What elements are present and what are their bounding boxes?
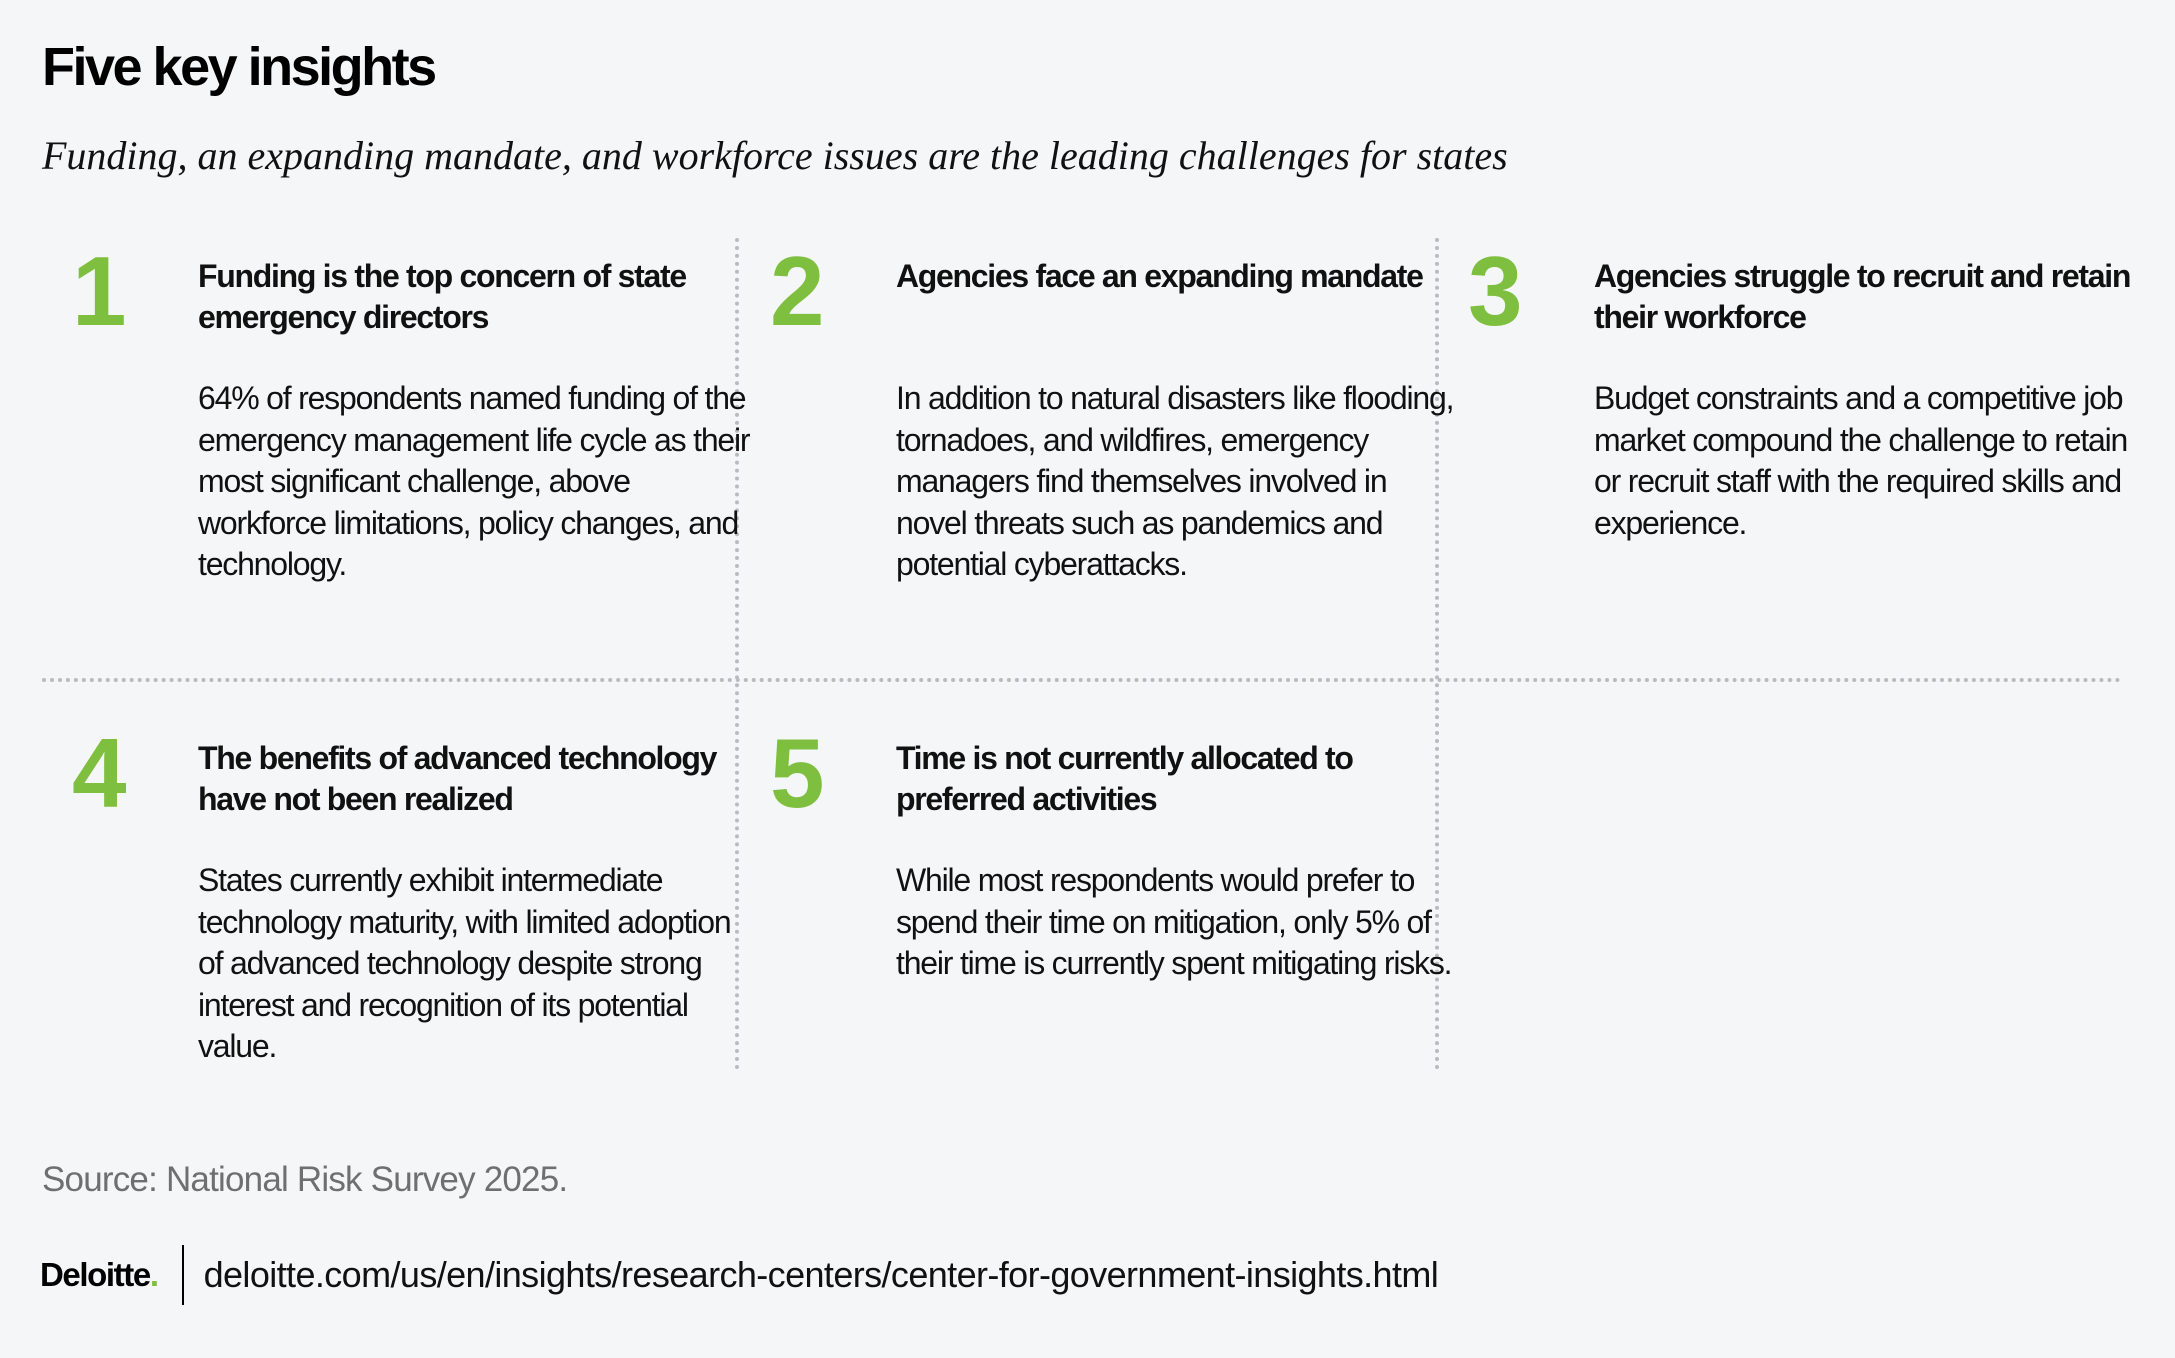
insight-number: 2 [770, 236, 821, 346]
insight-number: 1 [72, 236, 123, 346]
source-note: Source: National Risk Survey 2025. [42, 1160, 568, 1199]
footer-divider [182, 1245, 184, 1305]
insight-heading: Agencies face an expanding mandate [896, 258, 1423, 294]
page-subtitle: Funding, an expanding mandate, and workforce issues are the leading challenges for states [42, 133, 1508, 178]
insight-number: 5 [770, 718, 821, 828]
insight-body: States currently exhibit intermediate technology maturity, with limited adoption of advanced technology despite strong interest and recognition of its potential value. [198, 862, 731, 1064]
insight-body: In addition to natural disasters like flooding, tornadoes, and wildfires, emergency managers find themselves involved in novel threats such as pandemics and potential cyberattacks. [896, 380, 1454, 582]
insight-heading: The benefits of advanced technology have not been realized [198, 740, 717, 817]
insights-grid [42, 232, 2131, 1072]
insight-number: 3 [1468, 236, 1519, 346]
footer-url-link[interactable]: deloitte.com/us/en/insights/research-centers/center-for-government-insights.html [203, 1254, 1439, 1295]
insight-body: Budget constraints and a competitive job market compound the challenge to retain or recruit staff with the required skills and experience. [1594, 380, 2128, 541]
page-title: Five key insights [42, 37, 435, 97]
insight-heading: Funding is the top concern of state emergency directors [198, 258, 686, 335]
insight-heading: Agencies struggle to recruit and retain their workforce [1594, 258, 2131, 335]
row-divider [42, 678, 2122, 682]
insight-body: 64% of respondents named funding of the emergency management life cycle as their most significant challenge, above workforce limitations, policy changes, and technology. [198, 380, 750, 582]
insight-body: While most respondents would prefer to spend their time on mitigation, only 5% of their time is currently spent mitigating risks. [896, 862, 1452, 981]
deloitte-logo [40, 1256, 158, 1294]
logo-dot: . [149, 1256, 158, 1293]
footer [40, 1245, 1438, 1305]
insight-heading: Time is not currently allocated to preferred activities [896, 740, 1353, 817]
insight-number: 4 [72, 718, 123, 828]
logo-text: Deloitte [40, 1256, 150, 1293]
